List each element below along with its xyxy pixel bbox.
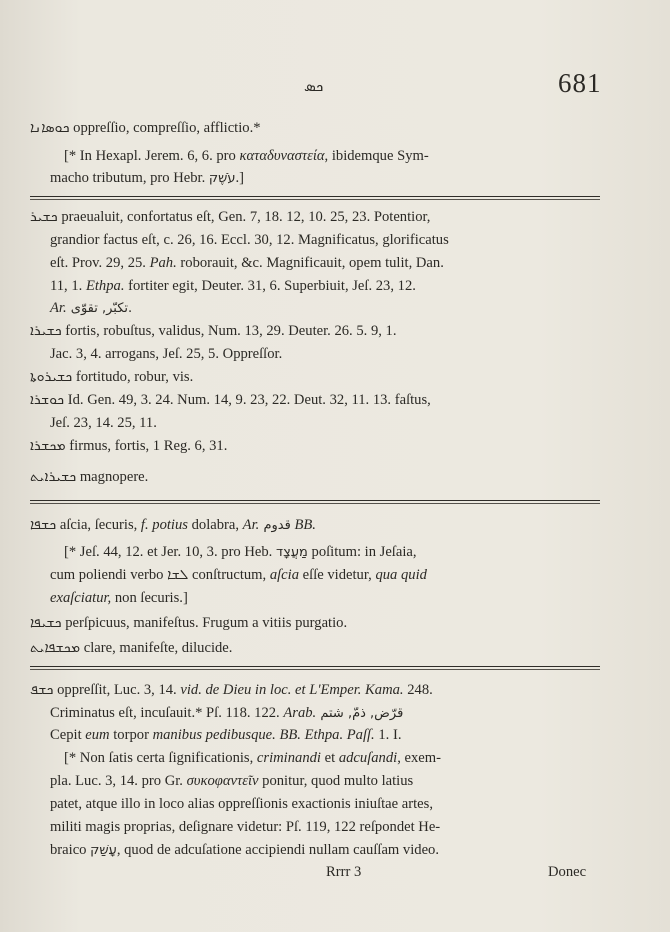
syriac-headword: ܟܫܝܦܐ <box>30 615 62 631</box>
syriac-headword: ܟܫܝܪܐܝܬ <box>30 469 77 485</box>
running-head: ܟܣ <box>304 79 324 95</box>
entry-line: grandior factus eſt, c. 26, 16. Eccl. 30, 12. Magnificatus, glorificatus <box>50 232 449 248</box>
syriac-headword: ܟܫܝܪ <box>30 209 58 225</box>
greek-word: συκοφαντεῖν <box>186 773 259 789</box>
entry-line: ܟܫܝܦܐ perſpicuus, manifeſtus. Frugum a vitiis purgatio. <box>30 615 348 631</box>
note-line: pla. Luc. 3, 14. pro Gr. συκοφαντεῖν ponitur, quod multo latius <box>50 773 414 789</box>
syriac-headword: ܡܟܫܦܐܝܬ <box>30 640 81 656</box>
section-rule <box>30 666 600 667</box>
note-line: exaſciatur, non ſecuris.] <box>50 590 188 606</box>
entry-line: ܟܘܣܐܢܐ oppreſſio, compreſſio, afflictio.* <box>30 120 261 136</box>
syriac-headword: ܟܘܣܐܢܐ <box>30 120 70 136</box>
greek-word: καταδυναστεία <box>239 148 325 164</box>
syriac-headword: ܟܫܝܪܐ <box>30 323 62 339</box>
note-line: braico עָשַׁק, quod de adcuſatione accipiendi nullam cauſſam video. <box>50 842 439 858</box>
hebrew-word: מַעֲצָד <box>275 545 308 560</box>
entry-line: ܟܘܫܪܐ Id. Gen. 49, 3. 24. Num. 14, 9. 23, 22. Deut. 32, 11. 13. faſtus, <box>30 392 431 408</box>
arabic-gloss: قرّض, ذمّ, شتم <box>316 706 404 721</box>
entry-line: Cepit eum torpor manibus pedibusque. BB. Ethpa. Paſſ. 1. I. <box>50 727 402 743</box>
entry-line: 11, 1. Ethpa. fortiter egit, Deuter. 31, 6. Superbiuit, Jeſ. 23, 12. <box>50 278 416 294</box>
syriac-headword: ܟܫܝܪܘܬܐ <box>30 369 73 385</box>
hebrew-word: עֹשֶׁק <box>208 171 236 186</box>
section-rule <box>30 500 600 501</box>
note-line: patet, atque illo in loco alias oppreſſionis exactionis iniuſtae artes, <box>50 796 433 812</box>
entry-line: ܟܫܝܪܘܬܐ fortitudo, robur, vis. <box>30 369 194 385</box>
syriac-headword: ܟܘܫܪܐ <box>30 392 65 408</box>
note-line: militi magis proprias, deſignare videtur: Pſ. 119, 122 reſpondet He- <box>50 819 441 835</box>
section-rule <box>30 196 600 197</box>
entry-line: ܡܟܫܪܐ firmus, fortis, 1 Reg. 6, 31. <box>30 438 228 454</box>
entry-line: ܟܫܝܪܐ fortis, robuſtus, validus, Num. 13, 29. Deuter. 26. 5. 9, 1. <box>30 323 397 339</box>
note-line: [* In Hexapl. Jerem. 6, 6. pro καταδυναστεία, ibidemque Sym- <box>64 148 429 164</box>
syriac-headword: ܟܫܦ <box>30 682 54 698</box>
syriac-headword: ܟܫܦܐ <box>30 517 57 533</box>
entry-line: ܟܫܦ oppreſſit, Luc. 3, 14. vid. de Dieu in loc. et L'Emper. Kama. 248. <box>30 682 433 698</box>
page-number: 681 <box>558 68 602 98</box>
arabic-gloss: تكبّر, تقوّى. <box>66 301 133 316</box>
entry-line: Jac. 3, 4. arrogans, Jeſ. 25, 5. Oppreſſor. <box>50 346 283 362</box>
hebrew-word: עָשַׁק <box>90 843 117 858</box>
arabic-gloss: قدوم <box>259 518 291 533</box>
entry-line: Criminatus eſt, incuſauit.* Pſ. 118. 122. Arab. قرّض, ذمّ, شتم <box>50 705 404 721</box>
entry-line: ܟܫܝܪܐܝܬ magnopere. <box>30 469 149 485</box>
entry-line: ܡܟܫܦܐܝܬ clare, manifeſte, dilucide. <box>30 640 233 656</box>
catchword: Donec <box>548 864 587 880</box>
note-line: [* Non ſatis certa ſignificationis, criminandi et adcuſandi, exem- <box>64 750 441 766</box>
entry-line: Jeſ. 23, 14. 25, 11. <box>50 415 157 431</box>
syriac-headword: ܡܟܫܪܐ <box>30 438 66 454</box>
entry-line: ܟܫܦܐ aſcia, ſecuris, f. potius dolabra, Ar. قدوم BB. <box>30 517 316 533</box>
note-line: macho tributum, pro Hebr. עֹשֶׁק.] <box>50 170 244 186</box>
syriac-word: ܠܫܐ <box>167 567 189 583</box>
note-line: cum poliendi verbo ܠܫܐ conſtructum, aſcia eſſe videtur, qua quid <box>50 567 427 583</box>
entry-line: ܟܫܝܪ praeualuit, confortatus eſt, Gen. 7, 18. 12, 10. 25, 23. Potentior, <box>30 209 431 225</box>
entry-line: Ar. تكبّر, تقوّى. <box>50 300 133 316</box>
signature-mark: Rrrr 3 <box>326 864 362 880</box>
note-line: [* Jeſ. 44, 12. et Jer. 10, 3. pro Heb. מַעֲצָד poſitum: in Jeſaia, <box>64 544 417 560</box>
entry-line: eſt. Prov. 29, 25. Pah. roborauit, &c. Magnificauit, opem tulit, Dan. <box>50 255 444 271</box>
